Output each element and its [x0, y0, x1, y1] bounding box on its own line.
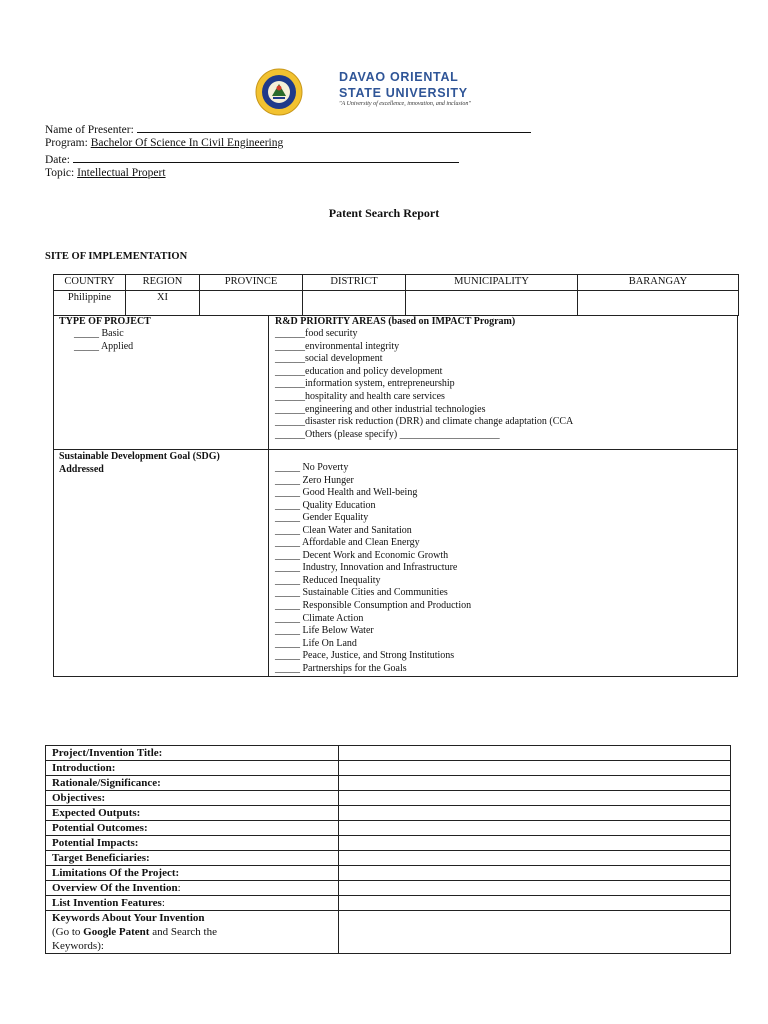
program-row: [45, 136, 531, 151]
site-section-title: SITE OF IMPLEMENTATION: [45, 251, 188, 262]
keywords-line3: Keywords):: [52, 940, 104, 952]
sdg-item[interactable]: _____ Climate Action: [275, 612, 364, 624]
row-value[interactable]: [339, 896, 731, 911]
sdg-item[interactable]: _____ Good Health and Well-being: [275, 487, 418, 499]
presenter-blank[interactable]: [137, 121, 531, 133]
table-row: [46, 866, 731, 881]
row-label: Potential Outcomes:: [46, 821, 339, 836]
row-label: Potential Impacts:: [46, 836, 339, 851]
sdg-item[interactable]: _____ Partnerships for the Goals: [275, 662, 407, 674]
row-label-colon: :: [177, 882, 181, 894]
district-cell[interactable]: [303, 291, 406, 316]
priority-item[interactable]: ______food security: [275, 328, 358, 339]
keywords-post: and Search the: [149, 926, 217, 938]
row-value[interactable]: [339, 881, 731, 896]
region-cell[interactable]: XI: [126, 291, 200, 316]
keywords-instruction: [52, 925, 338, 939]
row-value[interactable]: [339, 761, 731, 776]
table-row: [46, 761, 731, 776]
program-value[interactable]: Bachelor Of Science In Civil Engineering: [90, 137, 284, 149]
row-value[interactable]: [339, 746, 731, 761]
table-row: [46, 896, 731, 911]
sdg-item[interactable]: _____ Peace, Justice, and Strong Institutions: [275, 650, 455, 662]
col-region: REGION: [126, 275, 200, 291]
col-barangay: BARANGAY: [578, 275, 739, 291]
table-row: [46, 791, 731, 806]
site-table: [53, 274, 739, 316]
column-divider: [268, 315, 269, 676]
priority-item[interactable]: ______environmental integrity: [275, 340, 400, 352]
row-label: Rationale/Significance:: [46, 776, 339, 791]
col-district: DISTRICT: [303, 275, 406, 291]
sdg-item[interactable]: _____ Life On Land: [275, 637, 357, 649]
table-row: [46, 881, 731, 896]
project-type-option[interactable]: _____ Applied: [74, 340, 134, 352]
keywords-label: [46, 911, 339, 954]
table-row: [46, 851, 731, 866]
row-label-text: Overview Of the Invention: [52, 882, 178, 894]
country-cell[interactable]: Philippine: [54, 291, 126, 316]
table-row: [46, 821, 731, 836]
sdg-item[interactable]: _____ Industry, Innovation and Infrastructure: [275, 562, 458, 574]
sdg-label: [59, 451, 220, 476]
sdg-label-line1: Sustainable Development Goal (SDG): [59, 451, 220, 462]
presenter-fields: [45, 121, 531, 181]
row-value[interactable]: [339, 866, 731, 881]
priority-areas-label: R&D PRIORITY AREAS (based on IMPACT Program): [275, 316, 516, 327]
keywords-pre: (Go to: [52, 926, 84, 938]
sdg-item[interactable]: _____ Quality Education: [275, 499, 376, 511]
priority-item[interactable]: ______education and policy development: [275, 365, 443, 377]
row-value[interactable]: [339, 851, 731, 866]
university-name: [339, 69, 599, 101]
keywords-value[interactable]: [339, 911, 731, 954]
row-label: Objectives:: [46, 791, 339, 806]
sdg-item[interactable]: _____ Clean Water and Sanitation: [275, 524, 412, 536]
sdg-item[interactable]: _____ No Poverty: [275, 462, 349, 473]
sdg-item[interactable]: _____ Reduced Inequality: [275, 574, 381, 586]
priority-item[interactable]: ______social development: [275, 353, 383, 365]
topic-label: Topic:: [45, 167, 75, 179]
university-name-line2: STATE UNIVERSITY: [339, 86, 468, 100]
priority-item[interactable]: ______engineering and other industrial technologies: [275, 403, 486, 415]
table-row: [46, 806, 731, 821]
municipality-cell[interactable]: [406, 291, 578, 316]
row-label: Target Beneficiaries:: [46, 851, 339, 866]
invention-table: [45, 745, 731, 954]
sdg-list: [275, 462, 471, 675]
col-municipality: MUNICIPALITY: [406, 275, 578, 291]
row-label: Project/Invention Title:: [46, 746, 339, 761]
table-row: [46, 776, 731, 791]
row-value[interactable]: [339, 791, 731, 806]
row-label-colon: :: [161, 897, 165, 909]
priority-areas-list: [275, 328, 573, 441]
row-divider: [54, 449, 737, 450]
university-tagline: "A University of excellence, innovation, and inclusion": [339, 101, 471, 107]
university-name-line1: DAVAO ORIENTAL: [339, 70, 459, 84]
project-type-label: TYPE OF PROJECT: [59, 316, 151, 327]
priority-item[interactable]: ______Others (please specify) ____________________: [275, 428, 500, 440]
presenter-label: Name of Presenter:: [45, 124, 134, 136]
topic-row: [45, 166, 531, 181]
row-label: [46, 896, 339, 911]
barangay-cell[interactable]: [578, 291, 739, 316]
row-label: Expected Outputs:: [46, 806, 339, 821]
sdg-item[interactable]: _____ Responsible Consumption and Production: [275, 600, 472, 612]
row-value[interactable]: [339, 806, 731, 821]
table-row: [46, 836, 731, 851]
row-value[interactable]: [339, 821, 731, 836]
site-header-row: [54, 275, 739, 291]
row-label: [46, 881, 339, 896]
presenter-row: [45, 121, 531, 136]
project-box: [53, 315, 738, 677]
sdg-item[interactable]: _____ Zero Hunger: [275, 474, 354, 486]
priority-item[interactable]: ______information system, entrepreneurship: [275, 378, 455, 390]
col-country: COUNTRY: [54, 275, 126, 291]
date-label: Date:: [45, 154, 70, 166]
row-value[interactable]: [339, 776, 731, 791]
table-row: [46, 911, 731, 954]
province-cell[interactable]: [200, 291, 303, 316]
col-province: PROVINCE: [200, 275, 303, 291]
date-blank[interactable]: [73, 151, 459, 163]
project-type-option[interactable]: _____ Basic: [74, 328, 124, 339]
priority-item[interactable]: ______hospitality and health care services: [275, 390, 445, 402]
row-label: Introduction:: [46, 761, 339, 776]
sdg-label-line2: Addressed: [59, 463, 104, 475]
project-type-list: [74, 328, 133, 353]
university-seal-icon: [248, 68, 310, 116]
sdg-item[interactable]: _____ Life Below Water: [275, 625, 374, 637]
row-label-text: List Invention Features: [52, 897, 162, 909]
table-row: [46, 746, 731, 761]
sdg-item[interactable]: _____ Gender Equality: [275, 512, 369, 524]
row-label: Limitations Of the Project:: [46, 866, 339, 881]
sdg-item[interactable]: _____ Decent Work and Economic Growth: [275, 549, 449, 561]
program-label: Program:: [45, 137, 88, 149]
topic-value[interactable]: Intellectual Propert: [77, 167, 166, 179]
date-row: [45, 151, 531, 166]
document-title: Patent Search Report: [328, 206, 440, 220]
sdg-item[interactable]: _____ Affordable and Clean Energy: [275, 537, 420, 549]
priority-item[interactable]: ______disaster risk reduction (DRR) and climate change adaptation (CCA: [275, 416, 574, 428]
google-patent-text: Google Patent: [83, 926, 150, 938]
row-value[interactable]: [339, 836, 731, 851]
keywords-title: Keywords About Your Invention: [52, 912, 205, 924]
sdg-item[interactable]: _____ Sustainable Cities and Communities: [275, 587, 448, 599]
site-value-row: [54, 291, 739, 316]
